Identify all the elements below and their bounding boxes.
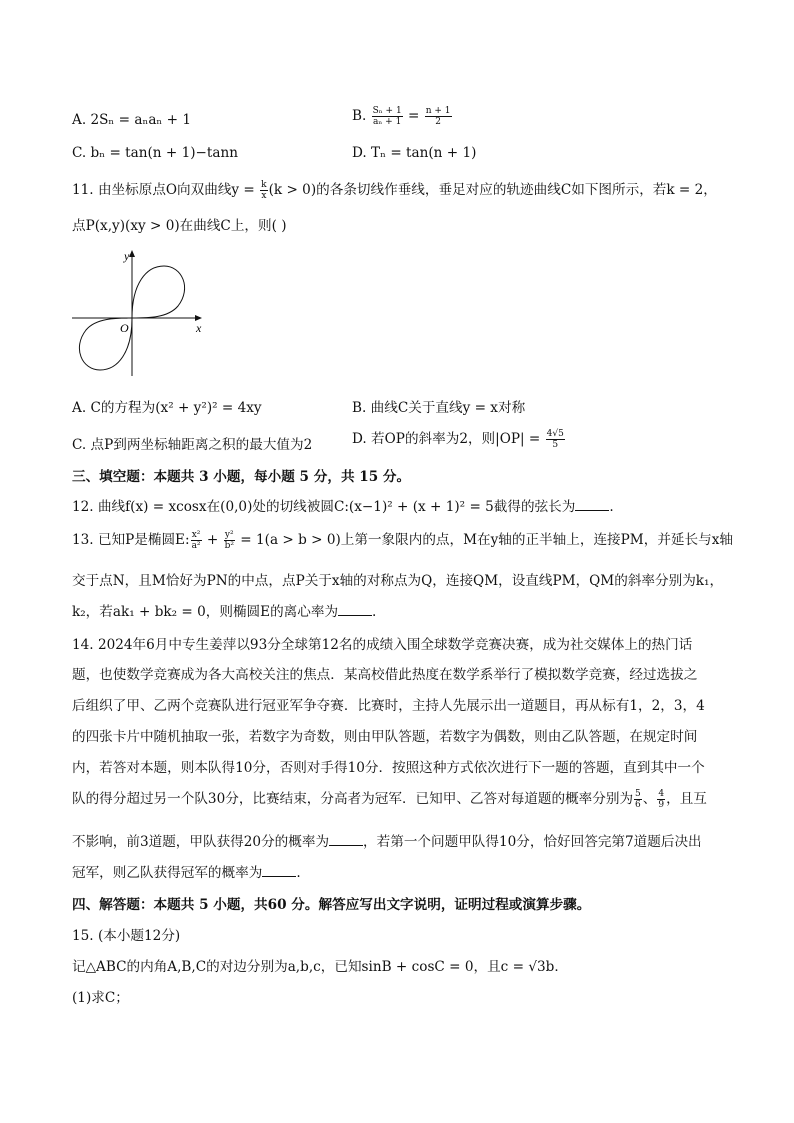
q14-line1: 14. 2024年6月中专生姜萍以93分全球第12名的成绩入围全球数学竞赛决赛，成为社交媒体上的热门话 — [72, 637, 693, 653]
probability-fraction-b — [657, 789, 665, 810]
fraction-numerator: y² — [224, 530, 234, 540]
y-axis-arrow — [129, 250, 135, 257]
y-axis-label: y — [124, 249, 130, 263]
answer-blank[interactable] — [338, 603, 372, 616]
q15-part1: (1)求C； — [72, 990, 129, 1006]
q11-option-c: C. 点P到两坐标轴距离之积的最大值为2 — [72, 437, 313, 453]
period: . — [296, 865, 301, 881]
q13-text: 13. 已知P是椭圆E: — [72, 532, 190, 548]
q11-curve-figure — [68, 244, 218, 380]
q11-stem-line1 — [72, 180, 728, 201]
q12-text: 12. 曲线f(x) = xcosx在(0,0)处的切线被圆C:(x−1)² + (x + 1)² = 5截得的弦长为 — [72, 499, 576, 515]
q11-option-b: B. 曲线C关于直线y = x对称 — [352, 400, 526, 416]
q14-text: 冠军，则乙队获得冠军的概率为 — [72, 865, 263, 881]
q14-line5: 内，若答对本题，则本队得10分，否则对手得10分．按照这种方式依次进行下一题的答题，直到其中一个 — [72, 760, 705, 776]
separator: 、 — [642, 791, 657, 807]
q10-option-b — [352, 106, 453, 127]
q13-fraction-y — [224, 530, 235, 551]
fraction-denominator: x — [261, 191, 267, 201]
q11-option-d-fraction — [546, 429, 565, 450]
q13-fraction-x — [191, 530, 202, 551]
q13-line3 — [72, 602, 728, 622]
answer-blank[interactable] — [575, 498, 609, 511]
plus-sign: + — [202, 532, 223, 548]
q14-text-cont: ，且互 — [666, 791, 707, 807]
fraction-numerator: x² — [191, 530, 201, 540]
fraction-denominator: 9 — [658, 800, 665, 810]
q13-line2: 交于点N，且M恰好为PN的中点，点P关于x轴的对称点为Q，连接QM，设直线PM，QM的斜率分别为k₁， — [72, 573, 724, 589]
q11-option-a: A. C的方程为(x² + y²)² = 4xy — [72, 400, 262, 416]
fraction-numerator: Sₙ + 1 — [372, 106, 402, 116]
q14-text: 不影响，前3道题，甲队获得20分的概率为 — [72, 834, 330, 850]
q14-line7 — [72, 832, 728, 852]
curve-lobe-first-quadrant — [132, 266, 185, 318]
q11-stem-text: 11. 由坐标原点O向双曲线y = — [72, 182, 260, 198]
section-3-heading: 三、填空题：本题共 3 小题，每小题 5 分，共 15 分。 — [72, 469, 411, 485]
probability-fraction-a — [634, 789, 642, 810]
q14-text: 队的得分超过另一个队30分，比赛结束，分高者为冠军．已知甲、乙答对每道题的概率分别为 — [72, 791, 634, 807]
q10-option-c: C. bₙ = tan(n + 1)−tann — [72, 145, 239, 161]
q10-option-b-label: B. — [352, 108, 371, 124]
q15-body: 记△ABC的内角A,B,C的对边分别为a,b,c，已知sinB + cosC = 0，且c = √3b． — [72, 959, 568, 975]
q12-stem — [72, 497, 728, 517]
fraction-denominator: a² — [191, 541, 201, 551]
period: . — [609, 499, 614, 515]
q13-text-end: k₂，若ak₁ + bk₂ = 0，则椭圆E的离心率为 — [72, 604, 339, 620]
equals-sign: = — [403, 108, 424, 124]
fraction-numerator: 4 — [658, 789, 665, 799]
q11-fraction — [260, 180, 267, 201]
period: . — [372, 604, 377, 620]
q13-text-cont: = 1(a > b > 0)上第一象限内的点，M在y轴的正半轴上，连接PM，并延长与x轴 — [235, 532, 733, 548]
answer-blank[interactable] — [262, 864, 296, 877]
fraction-numerator: 5 — [635, 789, 641, 799]
q11-stem-text-cont: (k > 0)的各条切线作垂线，垂足对应的轨迹曲线C如下图所示，若k = 2， — [268, 182, 717, 198]
q10-option-b-rhs-fraction — [425, 106, 452, 127]
x-axis-label: x — [196, 321, 202, 335]
origin-label: O — [120, 321, 129, 335]
fraction-denominator: 2 — [435, 117, 442, 127]
q14-line4: 的四张卡片中随机抽取一张，若数字为奇数，则由甲队答题，若数字为偶数，则由乙队答题，在规定时间 — [72, 729, 698, 745]
fraction-numerator: k — [261, 180, 267, 190]
fraction-numerator: 4√5 — [546, 429, 564, 439]
q10-option-a: A. 2Sₙ = aₙaₙ + 1 — [72, 112, 191, 128]
q14-line2: 题，也使数学竞赛成为各大高校关注的焦点．某高校借此热度在数学系举行了模拟数学竞赛，经过选拔之 — [72, 667, 698, 683]
q11-stem-line2: 点P(x,y)(xy > 0)在曲线C上，则( ) — [72, 218, 287, 234]
q14-line8 — [72, 863, 728, 883]
q11-option-d — [352, 427, 566, 450]
q14-line6 — [72, 789, 728, 810]
fraction-denominator: 5 — [552, 440, 559, 450]
q11-option-d-text: D. 若OP的斜率为2，则|OP| = — [352, 431, 545, 447]
fraction-numerator: n + 1 — [425, 106, 451, 116]
answer-blank[interactable] — [329, 833, 363, 846]
fraction-denominator: b² — [224, 541, 234, 551]
q13-line1 — [72, 530, 733, 551]
q14-line3: 后组织了甲、乙两个竞赛队进行冠亚军争夺赛．比赛时，主持人先展示出一道题目，再从标有1，2，3，4 — [72, 698, 705, 714]
q14-text-cont: ，若第一个问题甲队得10分，恰好回答完第7道题后决出 — [363, 834, 702, 850]
section-4-heading: 四、解答题：本题共 5 小题，共60 分。解答应写出文字说明，证明过程或演算步骤。 — [72, 897, 591, 913]
fraction-denominator: 6 — [635, 800, 641, 810]
q10-option-b-fraction — [372, 106, 403, 127]
q15-heading: 15. (本小题12分) — [72, 928, 181, 944]
q10-option-d: D. Tₙ = tan(n + 1) — [352, 145, 477, 161]
fraction-denominator: aₙ + 1 — [373, 117, 402, 127]
